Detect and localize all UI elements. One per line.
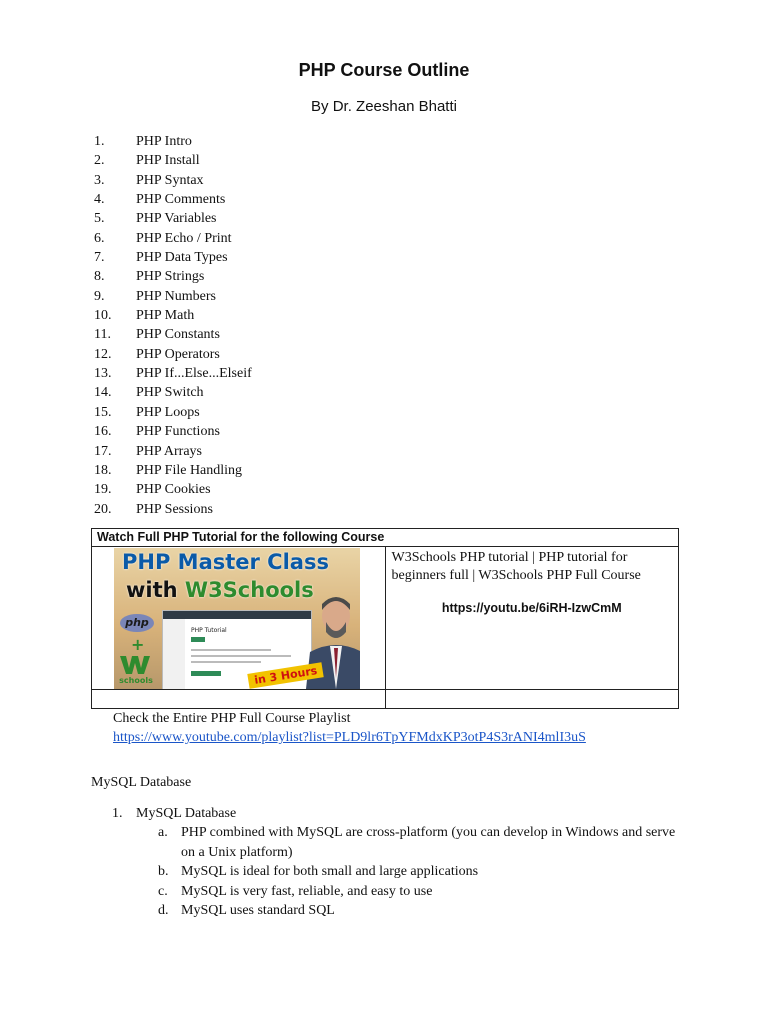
list-number: 14. (94, 385, 112, 401)
list-label: PHP Syntax (136, 172, 204, 188)
php-logo-icon: php (120, 614, 154, 632)
thumbnail-cell (92, 547, 386, 690)
list-label: PHP Loops (136, 404, 200, 420)
course-list-item (94, 229, 252, 248)
list-number: 6. (94, 230, 105, 246)
duration-badge: in 3 Hours (247, 662, 324, 689)
sub-item-text: PHP combined with MySQL are cross-platform (you can develop in Windows and serve on a Unix platform) (181, 825, 676, 860)
list-label: PHP Arrays (136, 443, 202, 459)
list-number: 1. (94, 134, 105, 149)
course-list-item (94, 132, 252, 151)
sub-item-text: MySQL is ideal for both small and large applications (181, 864, 479, 880)
list-label: PHP File Handling (136, 462, 243, 478)
list-number: 16. (94, 424, 112, 440)
screenshot-text-line (191, 661, 261, 663)
course-list-item (94, 383, 252, 402)
course-list-item (94, 267, 252, 286)
mysql-list-item (112, 804, 682, 823)
list-label: PHP Variables (136, 211, 217, 227)
sub-item-text: MySQL uses standard SQL (181, 903, 335, 919)
course-list-item (94, 422, 252, 441)
mysql-sub-item (112, 862, 682, 881)
list-number: 4. (94, 192, 105, 208)
course-list-item (94, 287, 252, 306)
list-number: 8. (94, 269, 105, 285)
list-label: PHP Strings (136, 269, 205, 285)
list-number: 19. (94, 482, 112, 498)
list-label: PHP Switch (136, 385, 204, 401)
w3-schools-label: schools (119, 676, 153, 684)
mysql-section-heading: MySQL Database (91, 775, 192, 790)
list-number: 2. (94, 153, 105, 169)
list-number: 3. (94, 172, 105, 188)
playlist-link[interactable]: https://www.youtube.com/playlist?list=PLD9lr6TpYFMdxKP3otP4S3rANI4mlI3uS (113, 730, 586, 745)
course-outline-list (94, 132, 252, 519)
mysql-list (112, 804, 682, 920)
list-number: 5. (94, 211, 105, 227)
list-label: PHP Operators (136, 346, 220, 362)
list-label: PHP Comments (136, 192, 226, 208)
list-number: 10. (94, 308, 112, 324)
author-line: By Dr. Zeeshan Bhatti (311, 98, 457, 115)
course-list-item (94, 190, 252, 209)
video-description: W3Schools PHP tutorial | PHP tutorial for beginners full | W3Schools PHP Full Course (391, 550, 641, 583)
thumbnail-title-line1: PHP Master Class (122, 550, 329, 574)
course-list-item (94, 500, 252, 519)
thumbnail-with-text: with (126, 578, 185, 602)
screenshot-text-line (191, 649, 271, 651)
list-number: 11. (94, 327, 111, 343)
list-number: 15. (94, 404, 112, 420)
screenshot-sidebar (163, 619, 185, 689)
screenshot-title: PHP Tutorial (191, 627, 227, 634)
list-number: 18. (94, 462, 112, 478)
course-list-item (94, 480, 252, 499)
w3schools-logo-icon (118, 654, 154, 684)
course-list-item (94, 171, 252, 190)
sub-item-text: MySQL is very fast, reliable, and easy to use (181, 883, 433, 899)
list-label: PHP Numbers (136, 288, 216, 304)
list-label: PHP Sessions (136, 501, 213, 517)
video-table-header: Watch Full PHP Tutorial for the following Course (92, 529, 679, 547)
list-number: 7. (94, 250, 105, 266)
list-label: PHP Cookies (136, 482, 211, 498)
list-label: PHP Functions (136, 424, 220, 440)
course-list-item (94, 364, 252, 383)
video-short-url[interactable]: https://youtu.be/6iRH-IzwCmM (441, 601, 622, 615)
video-table (91, 528, 679, 709)
playlist-block (113, 709, 586, 747)
list-number: 20. (94, 501, 112, 517)
list-label: PHP If...Else...Elseif (136, 366, 252, 382)
mysql-sub-item (112, 823, 682, 862)
video-thumbnail[interactable] (114, 548, 360, 689)
list-label: MySQL Database (136, 806, 237, 821)
thumbnail-brand-text: W3Schools (184, 578, 314, 602)
list-label: PHP Intro (136, 134, 192, 149)
mysql-sub-item (112, 882, 682, 901)
course-list-item (94, 403, 252, 422)
list-number: 17. (94, 443, 112, 459)
empty-cell (92, 690, 386, 709)
course-list-item (94, 345, 252, 364)
course-list-item (94, 151, 252, 170)
list-label: PHP Install (136, 153, 200, 169)
playlist-text: Check the Entire PHP Full Course Playlist (113, 711, 351, 726)
sub-item-letter: c. (158, 883, 168, 899)
w3-mark-shape (120, 656, 150, 674)
mysql-sub-item (112, 901, 682, 920)
empty-cell (385, 690, 679, 709)
screenshot-topbar (163, 611, 311, 619)
list-number: 1. (112, 806, 123, 821)
course-list-item (94, 209, 252, 228)
page-title: PHP Course Outline (298, 60, 470, 80)
list-number: 12. (94, 346, 112, 362)
sub-item-letter: d. (158, 903, 169, 919)
course-list-item (94, 442, 252, 461)
course-list-item (94, 248, 252, 267)
screenshot-text-line (191, 655, 291, 657)
list-number: 13. (94, 366, 112, 382)
list-label: PHP Constants (136, 327, 220, 343)
list-label: PHP Echo / Print (136, 230, 232, 246)
sub-item-letter: a. (158, 825, 168, 841)
plus-icon: + (131, 635, 145, 654)
video-info-cell (385, 547, 679, 690)
screenshot-button (191, 671, 221, 676)
course-list-item (94, 325, 252, 344)
course-list-item (94, 306, 252, 325)
thumbnail-title-line2 (126, 578, 314, 602)
screenshot-button (191, 637, 205, 642)
course-list-item (94, 461, 252, 480)
list-number: 9. (94, 288, 105, 304)
list-label: PHP Data Types (136, 250, 228, 266)
list-label: PHP Math (136, 308, 195, 324)
sub-item-letter: b. (158, 864, 169, 880)
